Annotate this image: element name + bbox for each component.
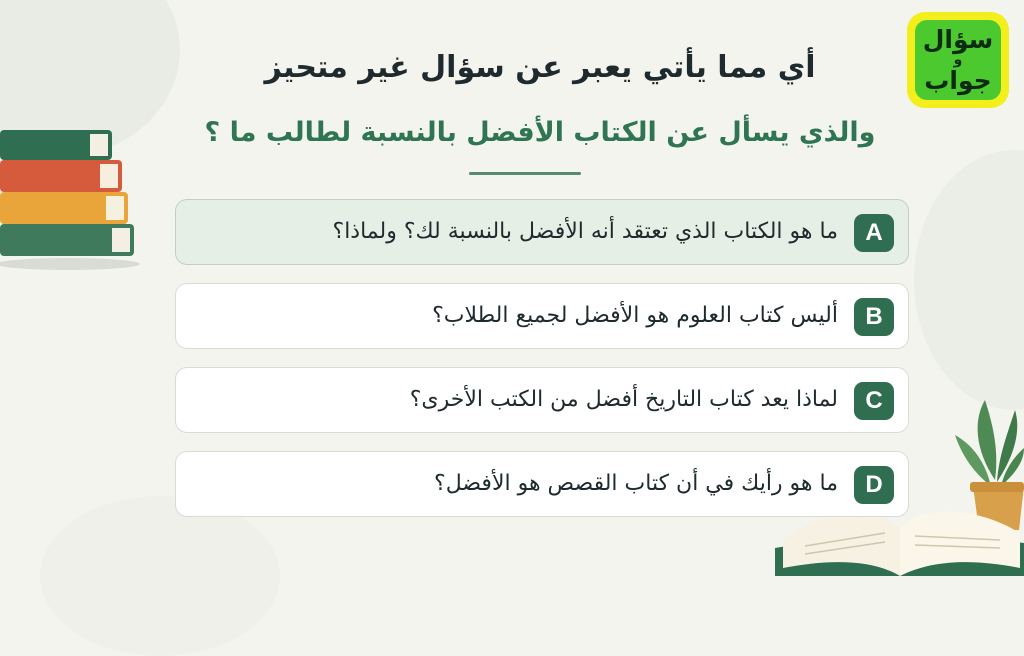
background-blob	[914, 150, 1024, 410]
question-title-line1: أي مما يأتي يعبر عن سؤال غير متحيز	[264, 50, 816, 85]
title-divider	[469, 172, 581, 175]
option-letter-badge: A	[854, 214, 894, 252]
option-letter-badge: C	[854, 382, 894, 420]
option-b[interactable]	[175, 283, 909, 349]
option-d[interactable]	[175, 451, 909, 517]
background-blob	[40, 496, 280, 656]
question-title-line2: والذي يسأل عن الكتاب الأفضل بالنسبة لطالب ما ؟	[204, 117, 876, 148]
logo-text-line3: جواب	[924, 66, 992, 95]
book-stack-icon	[0, 122, 150, 272]
option-a[interactable]	[175, 199, 909, 265]
option-text: أليس كتاب العلوم هو الأفضل لجميع الطلاب؟	[432, 303, 838, 328]
logo-text-line1: سؤال	[922, 25, 994, 54]
option-text: لماذا يعد كتاب التاريخ أفضل من الكتب الأخرى؟	[409, 387, 838, 412]
option-letter-badge: B	[854, 298, 894, 336]
option-text: ما هو الكتاب الذي تعتقد أنه الأفضل بالنسبة لك؟ ولماذا؟	[332, 219, 838, 244]
option-letter-badge: D	[854, 466, 894, 504]
logo	[907, 12, 1009, 108]
option-text: ما هو رأيك في أن كتاب القصص هو الأفضل؟	[434, 471, 838, 496]
logo-text-line2: و	[953, 52, 963, 68]
option-c[interactable]	[175, 367, 909, 433]
logo-badge	[915, 20, 1001, 100]
